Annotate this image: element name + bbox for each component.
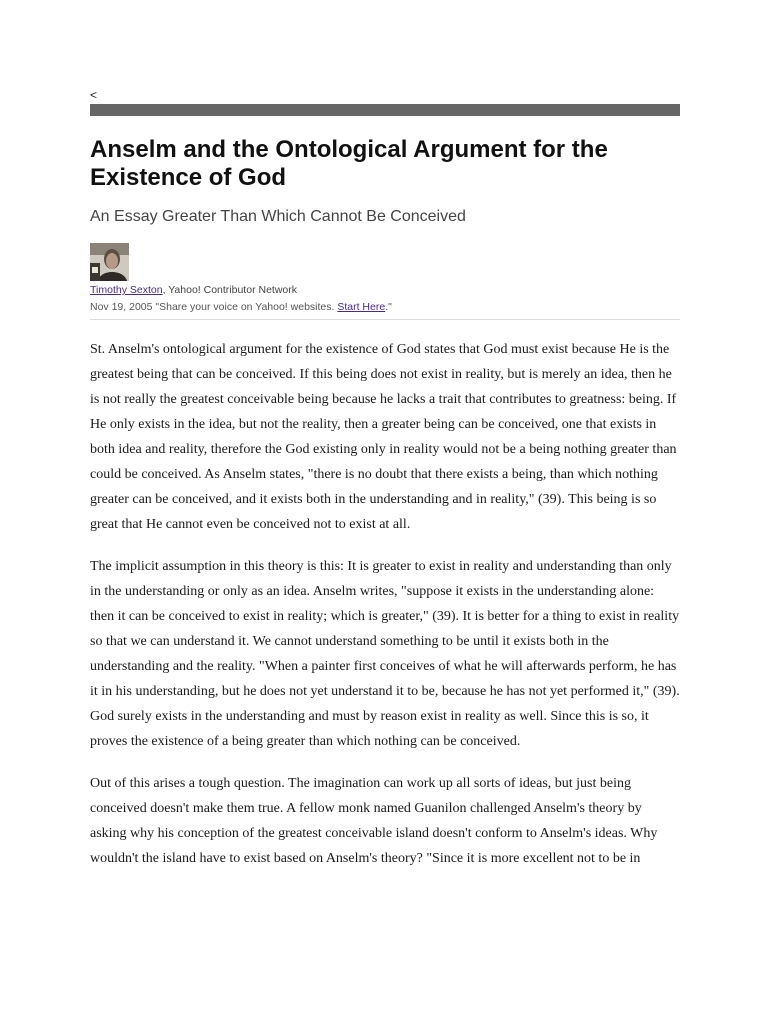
author-photo-icon xyxy=(90,243,129,281)
article-body xyxy=(90,337,680,871)
publish-date: Nov 19, 2005 xyxy=(90,301,153,313)
paragraph: St. Anselm's ontological argument for the existence of God states that God must exist because He is the greatest being that can be conceived. If this being does not exist in reality, but is merely an idea, then he is not really the greatest conceivable being because he lacks a trait that contributes to greatness: being. If He only exists in the idea, but not the reality, then a greater being can be conceived, one that exists in both idea and reality, therefore the God existing only in reality would not be a being nothing greater than could be conceived. As Anselm states, "there is no doubt that there exists a being, than which nothing greater can be conceived, and it exists both in the understanding and in reality," (39). This being is so great that He cannot even be conceived not to exist at all. xyxy=(90,342,677,532)
article-title: Anselm and the Ontological Argument for the Existence of God xyxy=(90,136,608,191)
divider xyxy=(90,319,680,320)
paragraph: Out of this arises a tough question. The imagination can work up all sorts of ideas, but just being conceived doesn't make them true. A fellow monk named Guanilon challenged Anselm's theory by asking why his conception of the greatest conceivable island doesn't conform to Anselm's ideas. Why wouldn't the island have to exist based on Anselm's theory? "Since it is more excellent not to be in xyxy=(90,776,658,866)
header-bar xyxy=(90,104,680,116)
article-dateline xyxy=(90,300,680,315)
start-here-link[interactable]: Start Here xyxy=(337,301,386,313)
author-link[interactable]: Timothy Sexton xyxy=(90,284,163,296)
share-text: "Share your voice on Yahoo! websites. xyxy=(152,301,338,313)
author-byline xyxy=(90,283,680,298)
author-avatar[interactable] xyxy=(90,243,129,281)
article-subtitle: An Essay Greater Than Which Cannot Be Conceived xyxy=(90,208,466,225)
back-link[interactable]: < xyxy=(90,88,98,102)
paragraph: The implicit assumption in this theory is this: It is greater to exist in reality and understanding than only in the understanding or only as an idea. Anselm writes, "suppose it exists in the understanding alone: then it can be conceived to exist in reality; which is greater," (39). It is better for a thing to exist in reality so that we can understand it. We cannot understand something to be until it exists both in the understanding and the reality. "When a painter first conceives of what he will afterwards perform, he has it in his understanding, but he does not yet understand it to be, because he has not yet performed it," (39). God surely exists in the understanding and must by reason exist in reality as well. Since this is so, it proves the existence of a being greater than which nothing can be conceived. xyxy=(90,559,680,749)
author-affiliation: , Yahoo! Contributor Network xyxy=(162,284,297,296)
article-page xyxy=(90,88,680,888)
share-text-end: ." xyxy=(385,301,392,313)
